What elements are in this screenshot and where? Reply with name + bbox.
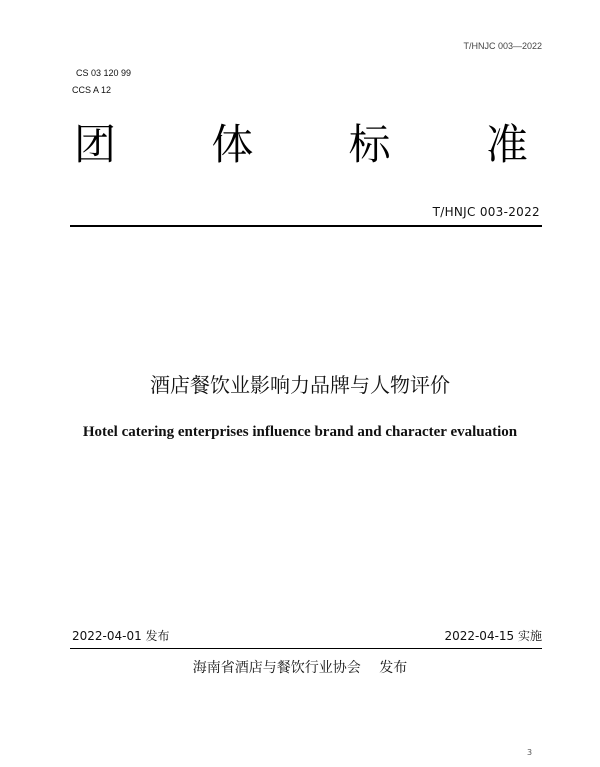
title-char: 体 xyxy=(211,120,254,169)
document-title-chinese: 酒店餐饮业影响力品牌与人物评价 xyxy=(150,373,450,397)
document-title-english: Hotel catering enterprises influence brand and character evaluation xyxy=(82,424,518,440)
publish-date: 2022-04-01 发布 xyxy=(72,629,170,643)
title-char: 标 xyxy=(348,120,391,169)
title-char: 准 xyxy=(485,120,528,169)
standard-type-title xyxy=(70,120,532,170)
document-code-header: T/HNJC 003—2022 xyxy=(463,41,542,51)
title-char: 团 xyxy=(73,120,116,169)
top-divider xyxy=(70,225,542,227)
page-mark: 3 xyxy=(527,748,533,757)
implementation-date: 2022-04-15 实施 xyxy=(444,629,542,643)
issuing-organization: 海南省酒店与餐饮行业协会 发布 xyxy=(192,660,408,676)
standard-number: T/HNJC 003-2022 xyxy=(432,205,540,219)
ics-code: CS 03 120 99 xyxy=(76,68,132,78)
ccs-code: CCS A 12 xyxy=(72,85,112,95)
bottom-divider xyxy=(70,648,542,649)
